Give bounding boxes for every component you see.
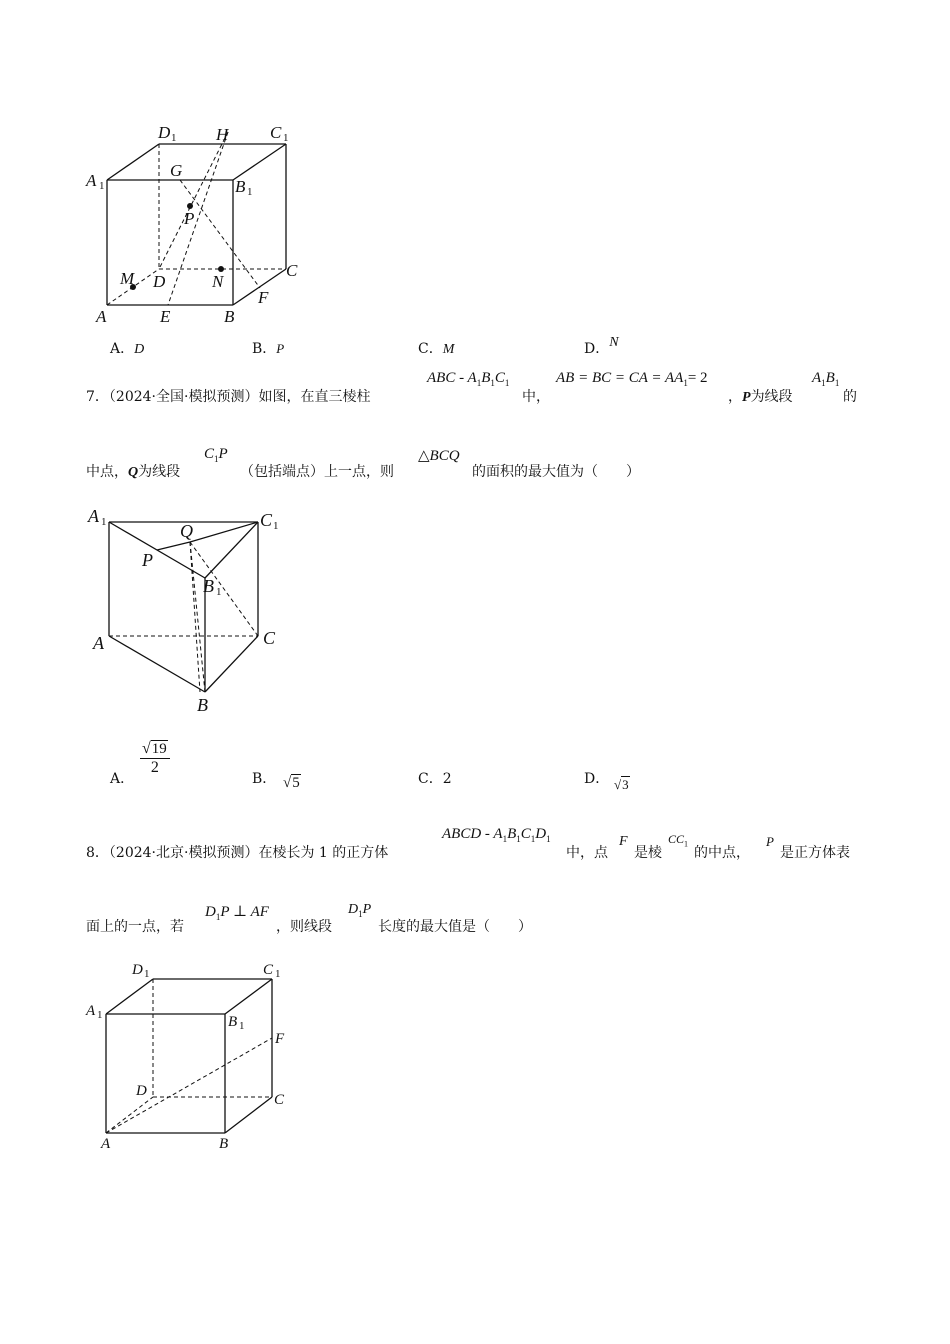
- q6-cube-figure: [80, 120, 320, 330]
- q8-cube-figure: [80, 955, 310, 1160]
- q6-label-g: G: [170, 161, 183, 180]
- svg-text:1: 1: [283, 132, 289, 144]
- q7-option-d: D．: [584, 771, 610, 787]
- q6-option-d: D．N: [584, 335, 619, 357]
- q7-option-a: A．: [110, 771, 135, 787]
- q7-source: （2024·全国·模拟预测）: [108, 389, 259, 405]
- q8-cube-name: ABCD - $A_1B_1C_1D_1$: [442, 826, 551, 844]
- q7-option-a-fraction: $\frac{√19}{2}$: [140, 740, 170, 777]
- q6-option-a: A．D: [110, 341, 145, 357]
- q7-line2: 中点，Q为线段: [86, 464, 181, 480]
- q6-label-c: C: [286, 261, 298, 280]
- q6-option-b: B．P: [252, 341, 285, 357]
- q7-label-a1: A: [88, 506, 99, 526]
- svg-text:1: 1: [97, 1009, 103, 1021]
- q6-label-c1: C: [270, 123, 282, 142]
- svg-text:1: 1: [216, 586, 222, 598]
- q7-equation: AB = BC = CA = $AA_1= 2$: [556, 370, 708, 388]
- q7-segment-a1b1: $A_1B_1$: [812, 370, 840, 388]
- svg-text:1: 1: [144, 968, 150, 980]
- q8-source: （2024·北京·模拟预测）: [108, 845, 259, 861]
- q6-label-p: P: [184, 209, 195, 228]
- q6-label-b: B: [224, 307, 235, 326]
- q7-option-b: B．: [252, 771, 277, 787]
- q7-segment-c1p: $C_1P$: [204, 446, 228, 464]
- svg-text:1: 1: [99, 180, 105, 192]
- q6-label-h: H: [216, 125, 229, 144]
- q6-label-a: A: [96, 307, 107, 326]
- q7-number: 7．: [86, 389, 109, 405]
- q8-label-b: B: [219, 1136, 229, 1152]
- q7-prism-name: ABC - $A_1B_1C_1$: [427, 370, 510, 388]
- q8-label-b1: B: [228, 1014, 238, 1030]
- svg-text:1: 1: [171, 132, 177, 144]
- svg-text:1: 1: [101, 516, 107, 528]
- q8-label-a1: A: [86, 1003, 96, 1019]
- q8-label-a: A: [101, 1136, 111, 1152]
- q7-option-c: C．2: [418, 771, 452, 787]
- q8-line2: 面上的一点，若: [86, 919, 184, 935]
- q6-label-m: M: [120, 269, 135, 288]
- q8-edge-cc1: $CC_1$: [668, 832, 689, 849]
- q8-label-d1: D: [132, 962, 143, 978]
- q6-label-e: E: [160, 307, 171, 326]
- q7-label-p: P: [142, 550, 153, 570]
- q7-label-q: Q: [180, 521, 193, 541]
- q7-label-b1: B: [203, 576, 214, 596]
- q8-label-f: F: [275, 1031, 285, 1047]
- q6-label-d: D: [153, 272, 166, 291]
- q8-label-c: C: [274, 1092, 285, 1108]
- svg-text:1: 1: [247, 186, 253, 198]
- q6-label-b1: B: [235, 177, 246, 196]
- q6-label-f: F: [258, 288, 269, 307]
- q8-label-c1: C: [263, 962, 274, 978]
- svg-text:1: 1: [275, 968, 281, 980]
- q7-label-b: B: [197, 695, 208, 715]
- q7-triangle: △BCQ: [418, 448, 460, 464]
- q7-label-a: A: [93, 633, 104, 653]
- q7-line1: 7．（2024·全国·模拟预测）如图，在直三棱柱: [86, 389, 371, 405]
- q7-prism-figure: [80, 500, 300, 720]
- q8-line1: 8．（2024·北京·模拟预测）在棱长为 1 的正方体: [86, 845, 389, 861]
- q8-label-d: D: [136, 1083, 147, 1099]
- q6-label-d1: D: [158, 123, 171, 142]
- q7-label-c1: C: [260, 510, 273, 530]
- q8-number: 8．: [86, 845, 109, 861]
- q8-segment-d1p: $D_1P$: [348, 902, 372, 919]
- q8-condition: $D_1P$ ⊥ AF: [205, 904, 269, 922]
- q7-label-c: C: [263, 628, 276, 648]
- q6-label-n: N: [212, 272, 224, 291]
- svg-text:1: 1: [273, 520, 279, 532]
- q6-option-c: C．M: [418, 341, 455, 357]
- q6-label-a1: A: [86, 171, 97, 190]
- svg-text:1: 1: [239, 1020, 245, 1032]
